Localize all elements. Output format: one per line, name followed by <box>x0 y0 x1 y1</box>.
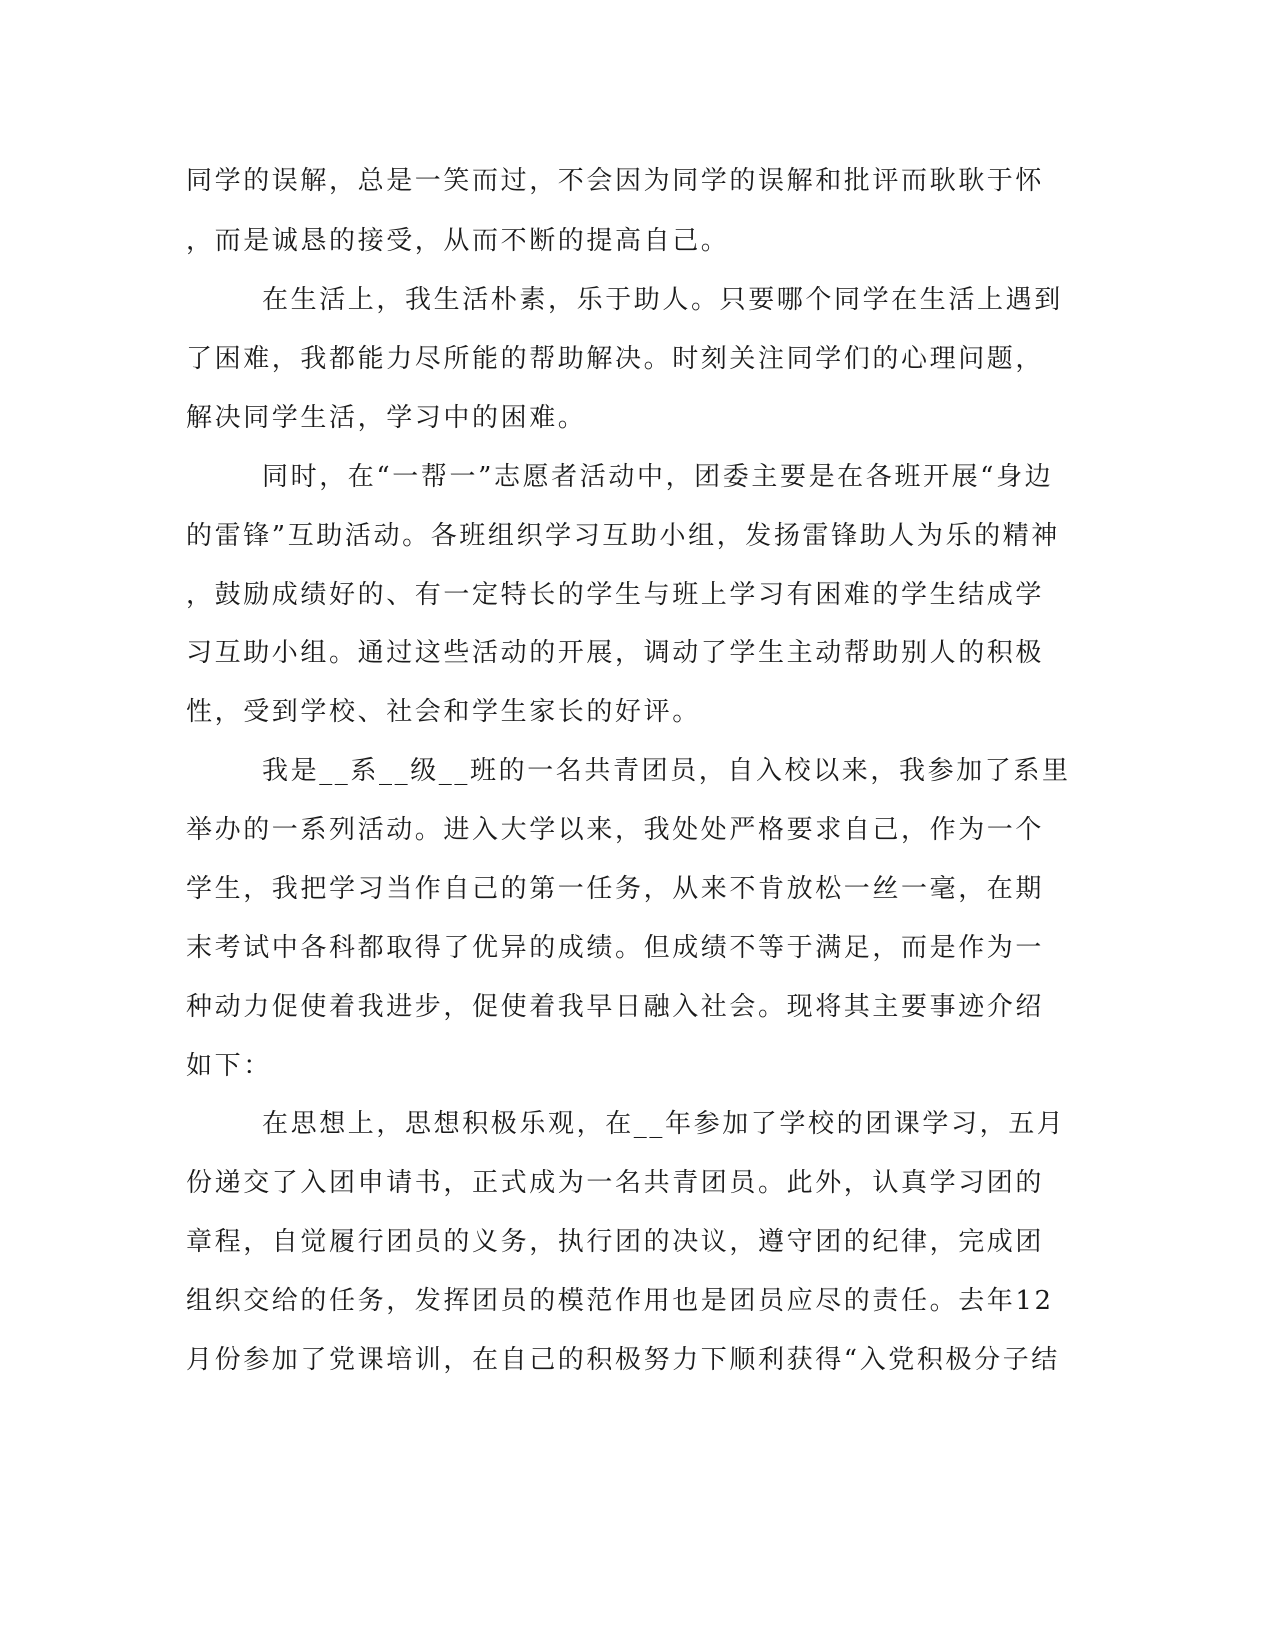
text-line: 同学的误解，总是一笑而过，不会因为同学的误解和批评而耿耿于怀 <box>186 166 1045 196</box>
text-line: 种动力促使着我进步，促使着我早日融入社会。现将其主要事迹介绍 <box>186 992 1045 1022</box>
text-line: 月份参加了党课培训，在自己的积极努力下顺利获得“入党积极分子结 <box>186 1345 1060 1375</box>
text-line: 学生，我把学习当作自己的第一任务，从来不肯放松一丝一毫，在期 <box>186 874 1045 904</box>
text-line: 的雷锋”互助活动。各班组织学习互助小组，发扬雷锋助人为乐的精神 <box>186 521 1060 551</box>
text-line: 习互助小组。通过这些活动的开展，调动了学生主动帮助别人的积极 <box>186 638 1045 668</box>
text-line: 解决同学生活，学习中的困难。 <box>186 403 587 433</box>
text-line: 组织交给的任务，发挥团员的模范作用也是团员应尽的责任。去年12 <box>186 1286 1054 1316</box>
paragraph-start-line: 在生活上，我生活朴素，乐于助人。只要哪个同学在生活上遇到 <box>262 285 1063 315</box>
text-line: 末考试中各科都取得了优异的成绩。但成绩不等于满足，而是作为一 <box>186 933 1045 963</box>
text-line: 如下： <box>186 1051 272 1081</box>
text-line: 份递交了入团申请书，正式成为一名共青团员。此外，认真学习团的 <box>186 1168 1045 1198</box>
text-line: 了困难，我都能力尽所能的帮助解决。时刻关注同学们的心理问题， <box>186 344 1045 374</box>
text-line: ，鼓励成绩好的、有一定特长的学生与班上学习有困难的学生结成学 <box>186 580 1045 610</box>
paragraph-start-line: 在思想上，思想积极乐观，在__年参加了学校的团课学习，五月 <box>262 1109 1066 1139</box>
text-line: 章程，自觉履行团员的义务，执行团的决议，遵守团的纪律，完成团 <box>186 1227 1045 1257</box>
text-line: 举办的一系列活动。进入大学以来，我处处严格要求自己，作为一个 <box>186 815 1045 845</box>
paragraph-start-line: 我是__系__级__班的一名共青团员，自入校以来，我参加了系里 <box>262 756 1071 786</box>
paragraph-start-line: 同时，在“一帮一”志愿者活动中，团委主要是在各班开展“身边 <box>262 462 1054 492</box>
text-line: 性，受到学校、社会和学生家长的好评。 <box>186 697 701 727</box>
text-line: ，而是诚恳的接受，从而不断的提高自己。 <box>186 226 730 256</box>
